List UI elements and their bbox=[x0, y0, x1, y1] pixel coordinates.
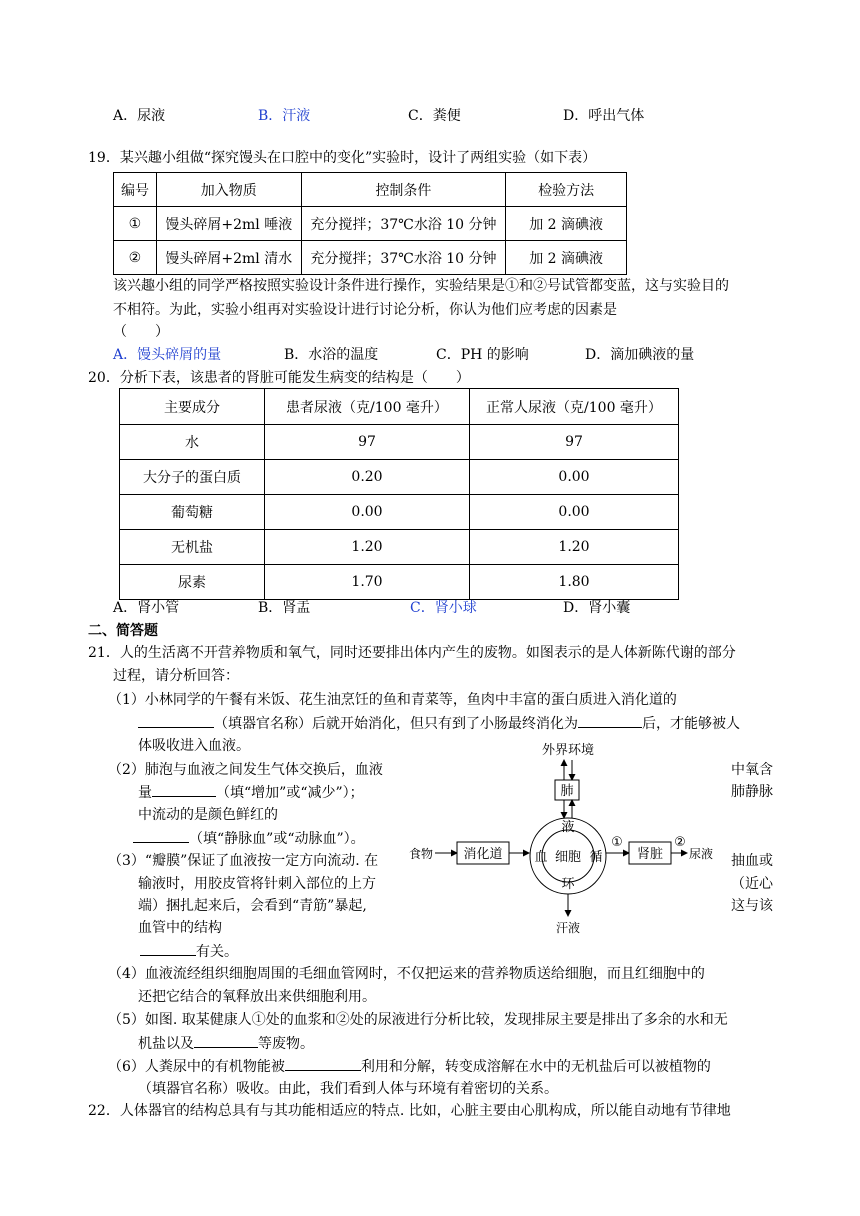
q21-part3-line2: 输液时，用胶皮管将针刺入部位的上方 bbox=[138, 876, 376, 892]
q22-stem: 22．人体器官的结构总具有与其功能相适应的特点. 比如，心脏主要由心肌构成，所以能自动地有节律地 bbox=[88, 1103, 731, 1119]
q20-header: 患者尿液（克/100 毫升） bbox=[265, 389, 470, 425]
q21-part5-line1: （5）如图. 取某健康人①处的血浆和②处的尿液进行分析比较，发现排尿主要是排出了多余的水和无 bbox=[108, 1012, 728, 1028]
q21-part5-line2: 机盐以及 等废物。 bbox=[138, 1033, 314, 1054]
label-circle-left: 血 bbox=[534, 850, 548, 865]
q21-part2-line3: 中流动的是颜色鲜红的 bbox=[138, 807, 278, 823]
q21-part2-line4: （填“静脉血”或“动脉血”）。 bbox=[133, 828, 365, 849]
q20-cell: 0.00 bbox=[470, 460, 679, 495]
label-cell: 细胞 bbox=[554, 850, 582, 865]
q20-stem: 20．分析下表，该患者的肾脏可能发生病变的结构是（ ） bbox=[88, 370, 470, 386]
q20-cell: 1.70 bbox=[265, 565, 470, 600]
q19-answer-paren: （ ） bbox=[113, 324, 169, 340]
label-mark-1: ① bbox=[611, 835, 623, 850]
q20-header: 主要成分 bbox=[120, 389, 265, 425]
q18-option-a[interactable]: A．尿液 bbox=[113, 108, 166, 124]
label-mark-2: ② bbox=[674, 835, 686, 850]
q20-cell: 无机盐 bbox=[120, 530, 265, 565]
q19-cell: 加 2 滴碘液 bbox=[506, 241, 627, 275]
q20-table bbox=[119, 388, 679, 600]
label-urine: 尿液 bbox=[689, 847, 714, 861]
q21-intro-line1: 21．人的生活离不开营养物质和氧气，同时还要排出体内产生的废物。如图表示的是人体新陈代谢的部分 bbox=[88, 645, 736, 661]
q19-cell: ① bbox=[114, 207, 157, 241]
q19-cell: 馒头碎屑+2ml 唾液 bbox=[156, 207, 301, 241]
q21-part6-line2: （填器官名称）吸收。由此，我们看到人体与环境有着密切的关系。 bbox=[138, 1081, 558, 1097]
section-heading: 二、简答题 bbox=[88, 623, 158, 639]
q20-cell: 97 bbox=[265, 425, 470, 460]
q21-part1-line1: （1）小林同学的午餐有米饭、花生油烹饪的鱼和青菜等，鱼肉中丰富的蛋白质进入消化道的 bbox=[108, 692, 677, 708]
q20-cell: 大分子的蛋白质 bbox=[120, 460, 265, 495]
q21-part3-line4: 血管中的结构 bbox=[138, 920, 222, 936]
q19-cell: 充分搅拌；37℃水浴 10 分钟 bbox=[301, 241, 506, 275]
q18-option-b[interactable]: B．汗液 bbox=[258, 108, 311, 124]
q18-option-c[interactable]: C．粪便 bbox=[408, 108, 461, 124]
q21-part3-line5: 有关。 bbox=[140, 941, 238, 962]
q20-option-b[interactable]: B．肾盂 bbox=[258, 600, 311, 616]
q21-part3-line1: （3）“瓣膜”保证了血液按一定方向流动. 在 bbox=[108, 853, 379, 869]
metabolism-diagram bbox=[405, 740, 730, 940]
q19-cell: ② bbox=[114, 241, 157, 275]
label-kidney: 肾脏 bbox=[636, 847, 664, 862]
label-circle-top: 液 bbox=[561, 820, 575, 835]
q19-header: 加入物质 bbox=[156, 173, 301, 207]
label-lung: 肺 bbox=[560, 784, 574, 799]
q21-part3-line3: 端）捆扎起来后，会看到“青筋”暴起, bbox=[138, 898, 367, 914]
q19-para-line1: 该兴趣小组的同学严格按照实验设计条件进行操作，实验结果是①和②号试管都变蓝，这与实验目的 bbox=[113, 278, 729, 294]
q21-part1-line3: 体吸收进入血液。 bbox=[138, 738, 250, 754]
q20-cell: 水 bbox=[120, 425, 265, 460]
q20-cell: 97 bbox=[470, 425, 679, 460]
q19-stem: 19．某兴趣小组做“探究馒头在口腔中的变化”实验时，设计了两组实验（如下表） bbox=[88, 150, 597, 166]
q20-cell: 0.20 bbox=[265, 460, 470, 495]
label-circle-bottom: 环 bbox=[561, 877, 575, 892]
q21-part2-line2-right: 肺静脉 bbox=[731, 784, 773, 800]
q19-cell: 充分搅拌；37℃水浴 10 分钟 bbox=[301, 207, 506, 241]
q20-cell: 1.20 bbox=[470, 530, 679, 565]
q21-part3-line3-right: 这与该 bbox=[731, 898, 773, 914]
q19-header: 检验方法 bbox=[506, 173, 627, 207]
answer-blank[interactable] bbox=[140, 941, 196, 956]
q20-cell: 葡萄糖 bbox=[120, 495, 265, 530]
q19-header: 编号 bbox=[114, 173, 157, 207]
q19-cell: 馒头碎屑+2ml 清水 bbox=[156, 241, 301, 275]
q21-intro-line2: 过程，请分析回答： bbox=[113, 668, 239, 684]
q20-cell: 1.20 bbox=[265, 530, 470, 565]
q19-option-d[interactable]: D．滴加碘液的量 bbox=[585, 347, 695, 363]
label-digestive-tract: 消化道 bbox=[463, 847, 503, 862]
answer-blank[interactable] bbox=[133, 828, 189, 843]
answer-blank[interactable] bbox=[578, 713, 642, 728]
q19-option-c[interactable]: C．PH 的影响 bbox=[436, 347, 529, 363]
label-food: 食物 bbox=[409, 847, 434, 861]
q19-table bbox=[113, 172, 627, 275]
q21-part4-line2: 还把它结合的氧释放出来供细胞利用。 bbox=[138, 989, 376, 1005]
q20-option-c[interactable]: C．肾小球 bbox=[410, 600, 477, 616]
q21-part2-line2: 量 （填“增加”或“减少”）； bbox=[138, 782, 364, 803]
label-circle-right: 循 bbox=[589, 850, 603, 865]
q20-cell: 0.00 bbox=[265, 495, 470, 530]
answer-blank[interactable] bbox=[285, 1056, 361, 1071]
answer-blank[interactable] bbox=[138, 713, 214, 728]
label-sweat: 汗液 bbox=[555, 921, 581, 935]
q19-option-b[interactable]: B．水浴的温度 bbox=[284, 347, 379, 363]
q20-option-a[interactable]: A．肾小管 bbox=[113, 600, 180, 616]
q20-cell: 0.00 bbox=[470, 495, 679, 530]
q18-option-d[interactable]: D．呼出气体 bbox=[563, 108, 645, 124]
q19-header: 控制条件 bbox=[301, 173, 506, 207]
q20-cell: 1.80 bbox=[470, 565, 679, 600]
q21-part1-line2: （填器官名称）后就开始消化，但只有到了小肠最终消化为 后，才能够被人 bbox=[138, 713, 740, 734]
q20-option-d[interactable]: D．肾小囊 bbox=[563, 600, 631, 616]
q19-cell: 加 2 滴碘液 bbox=[506, 207, 627, 241]
q20-cell: 尿素 bbox=[120, 565, 265, 600]
q20-header: 正常人尿液（克/100 毫升） bbox=[470, 389, 679, 425]
q21-part3-line1-right: 抽血或 bbox=[731, 853, 773, 869]
q19-option-a[interactable]: A．馒头碎屑的量 bbox=[113, 347, 222, 363]
q21-part3-line2-right: （近心 bbox=[731, 876, 773, 892]
answer-blank[interactable] bbox=[194, 1033, 258, 1048]
answer-blank[interactable] bbox=[152, 782, 216, 797]
q21-part6-line1: （6）人粪尿中的有机物能被 利用和分解，转变成溶解在水中的无机盐后可以被植物的 bbox=[108, 1056, 711, 1077]
label-outside-environment: 外界环境 bbox=[541, 743, 595, 758]
q21-part2-line1-right: 中氧含 bbox=[731, 762, 773, 778]
q21-part4-line1: （4）血液流经组织细胞周围的毛细血管网时，不仅把运来的营养物质送给细胞，而且红细胞中的 bbox=[108, 966, 705, 982]
q19-para-line2: 不相符。为此，实验小组再对实验设计进行讨论分析，你认为他们应考虑的因素是 bbox=[113, 302, 617, 318]
q21-part2-line1: （2）肺泡与血液之间发生气体交换后，血液 bbox=[108, 762, 383, 778]
